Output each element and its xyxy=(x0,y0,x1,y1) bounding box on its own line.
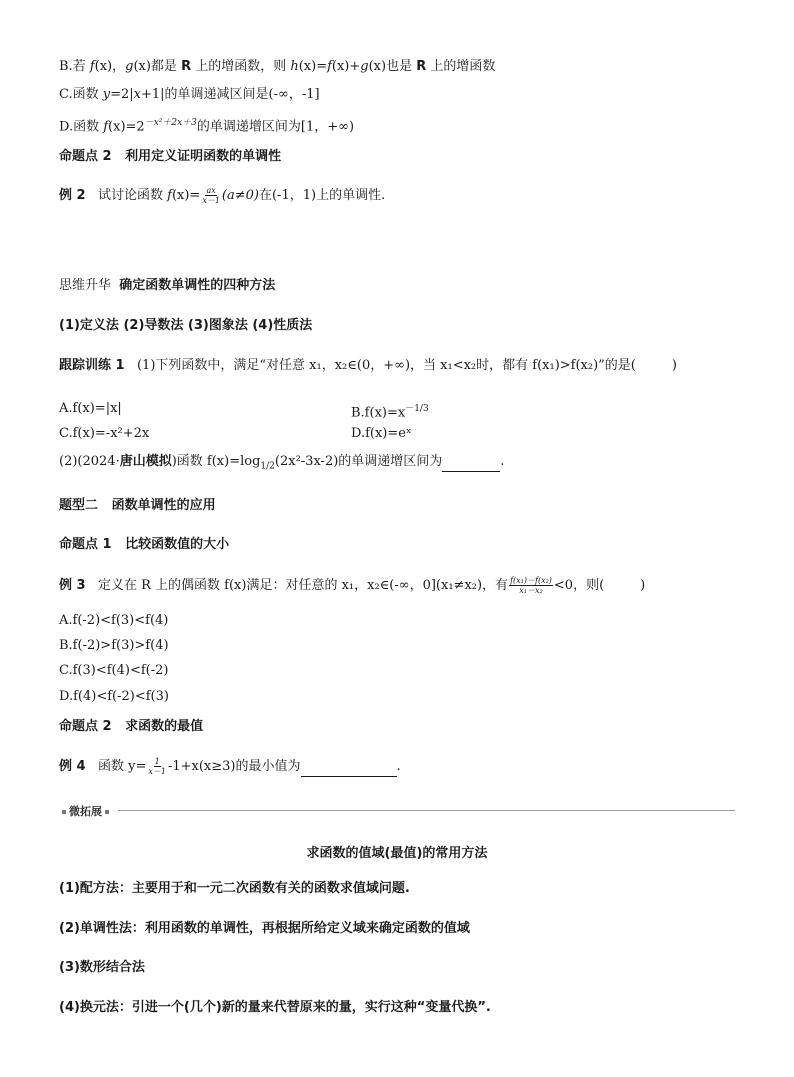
answer-blank[interactable] xyxy=(442,453,500,472)
denominator: x₁－x₂ xyxy=(519,586,543,595)
text: -1+x(x≥3)的最小值为 xyxy=(167,759,301,774)
divider-line xyxy=(59,810,735,811)
text: (x)= xyxy=(298,59,328,74)
extension-tag xyxy=(59,803,118,819)
text: C.函数 xyxy=(59,87,103,102)
text: (2x²-3x-2)的单调递增区间为 xyxy=(274,454,443,469)
example-4 xyxy=(59,757,401,777)
choice-a: A.f(-2)<f(3)<f(4) xyxy=(59,613,169,628)
method-4: (4)换元法：引进一个(几个)新的量来代替原来的量，实行这种“变量代换”. xyxy=(59,1000,491,1015)
proposition-title: 利用定义证明函数的单调性 xyxy=(125,149,282,164)
type-label: 题型二 xyxy=(59,498,99,513)
option-d xyxy=(59,114,354,136)
proposition-title: 比较函数值的大小 xyxy=(125,537,230,552)
type-title: 函数单调性的应用 xyxy=(111,498,216,513)
source-tag: 唐山模拟 xyxy=(119,454,172,469)
method-3: (3)数形结合法 xyxy=(59,960,145,975)
proposition-label: 命题点 2 xyxy=(59,719,112,734)
text: (1)下列函数中，满足“对任意 x₁，x₂∈(0，+∞)，当 x₁<x₂时，都有 f(x₁)>f(x₂)”的是( xyxy=(136,358,636,373)
example-3 xyxy=(59,576,645,595)
func-f: f xyxy=(327,59,332,74)
text: (x)=2 xyxy=(108,119,145,135)
set-r: R xyxy=(181,59,192,74)
text: <0，则( xyxy=(553,578,605,593)
text: 上的增函数，则 xyxy=(191,59,291,74)
func-g: g xyxy=(360,59,369,74)
extension-divider xyxy=(59,806,735,818)
extension-label: 微拓展 xyxy=(69,805,102,818)
condition: (a≠0) xyxy=(221,188,259,203)
choice-d: D.f(4)<f(-2)<f(3) xyxy=(59,689,169,704)
text: =2| xyxy=(110,87,134,102)
thinking-title: 确定函数单调性的四种方法 xyxy=(119,278,276,293)
proposition-title: 求函数的最值 xyxy=(125,719,204,734)
proposition-heading xyxy=(59,148,281,166)
text: D.函数 xyxy=(59,119,104,135)
method-2: (2)单调性法：利用函数的单调性，再根据所给定义域来确定函数的值域 xyxy=(59,921,470,936)
text: )函数 f(x)=lo xyxy=(171,454,253,469)
choice-a: A.f(x)=|x| xyxy=(59,401,122,416)
log-base: 1/2 xyxy=(260,461,275,472)
fraction xyxy=(147,757,167,776)
text: +1|的单调递减区间是(-∞，-1] xyxy=(141,87,320,102)
text: 的单调递增区间为[1，+∞) xyxy=(196,119,355,135)
var-y: y xyxy=(102,87,111,102)
text: 函数 y= xyxy=(97,759,147,774)
var-x: x xyxy=(133,87,141,102)
answer-blank[interactable] xyxy=(301,758,397,777)
fraction xyxy=(201,186,221,205)
set-r: R xyxy=(416,59,427,74)
tracking-part-2 xyxy=(59,453,504,476)
example-label: 例 2 xyxy=(59,188,86,203)
text: g xyxy=(252,454,261,469)
option-b xyxy=(59,58,495,76)
proposition-heading xyxy=(59,536,229,554)
close-paren: ) xyxy=(640,578,646,593)
method-1: (1)配方法：主要用于和一元二次函数有关的函数求值域问题. xyxy=(59,881,410,896)
numerator: ax xyxy=(206,186,216,195)
text: . xyxy=(500,454,505,469)
fraction xyxy=(509,576,553,595)
choice-c: C.f(x)=-x²+2x xyxy=(59,426,150,441)
thinking-heading xyxy=(59,277,275,295)
exponent: －x²＋2x＋3 xyxy=(144,118,197,128)
text: (x)= xyxy=(171,188,201,203)
exponent: －1/3 xyxy=(405,404,429,414)
square-bullet-icon xyxy=(105,810,109,814)
methods-list: (1)定义法 (2)导数法 (3)图象法 (4)性质法 xyxy=(59,318,313,333)
proposition-label: 命题点 2 xyxy=(59,149,112,164)
thinking-label: 思维升华 xyxy=(59,278,112,293)
text: (x)也是 xyxy=(368,59,417,74)
choice-b xyxy=(351,400,429,422)
text: 定义在 R 上的偶函数 f(x)满足：对任意的 x₁，x₂∈(-∞，0](x₁≠x₂)，有 xyxy=(97,578,509,593)
option-b-prefix: B.若 xyxy=(59,59,90,74)
proposition-label: 命题点 1 xyxy=(59,537,112,552)
func-f: f xyxy=(89,59,95,74)
section-title: 求函数的值域(最值)的常用方法 xyxy=(306,846,488,861)
tracking-label: 跟踪训练 1 xyxy=(59,358,125,373)
text: B.f(x)=x xyxy=(351,405,406,421)
func-g: g xyxy=(125,59,134,74)
choice-c: C.f(3)<f(4)<f(-2) xyxy=(59,663,169,678)
example-label: 例 4 xyxy=(59,759,86,774)
text: (x)， xyxy=(94,59,126,74)
choice-b: B.f(-2)>f(3)>f(4) xyxy=(59,638,169,653)
denominator: x－1 xyxy=(202,196,220,205)
proposition-heading xyxy=(59,718,203,736)
func-f: f xyxy=(103,119,109,135)
text: . xyxy=(396,759,401,774)
option-c xyxy=(59,86,320,104)
text: 在(-1，1)上的单调性. xyxy=(258,188,386,203)
type-heading xyxy=(59,497,216,515)
func-f: f xyxy=(167,188,172,203)
func-h: h xyxy=(290,59,299,74)
text: 试讨论函数 xyxy=(97,188,168,203)
text: (2)(2024· xyxy=(59,454,120,469)
square-bullet-icon xyxy=(62,810,66,814)
text: 上的增函数 xyxy=(426,59,496,74)
close-paren: ) xyxy=(671,358,677,373)
choice-d: D.f(x)=eˣ xyxy=(351,426,412,441)
example-2 xyxy=(59,186,385,205)
text: (x)+ xyxy=(331,59,361,74)
example-label: 例 3 xyxy=(59,578,86,593)
tracking-exercise xyxy=(59,357,677,375)
numerator: 1 xyxy=(154,757,160,766)
denominator: x－1 xyxy=(148,767,166,776)
text: (x)都是 xyxy=(133,59,182,74)
numerator: f(x₁)－f(x₂) xyxy=(510,576,552,585)
